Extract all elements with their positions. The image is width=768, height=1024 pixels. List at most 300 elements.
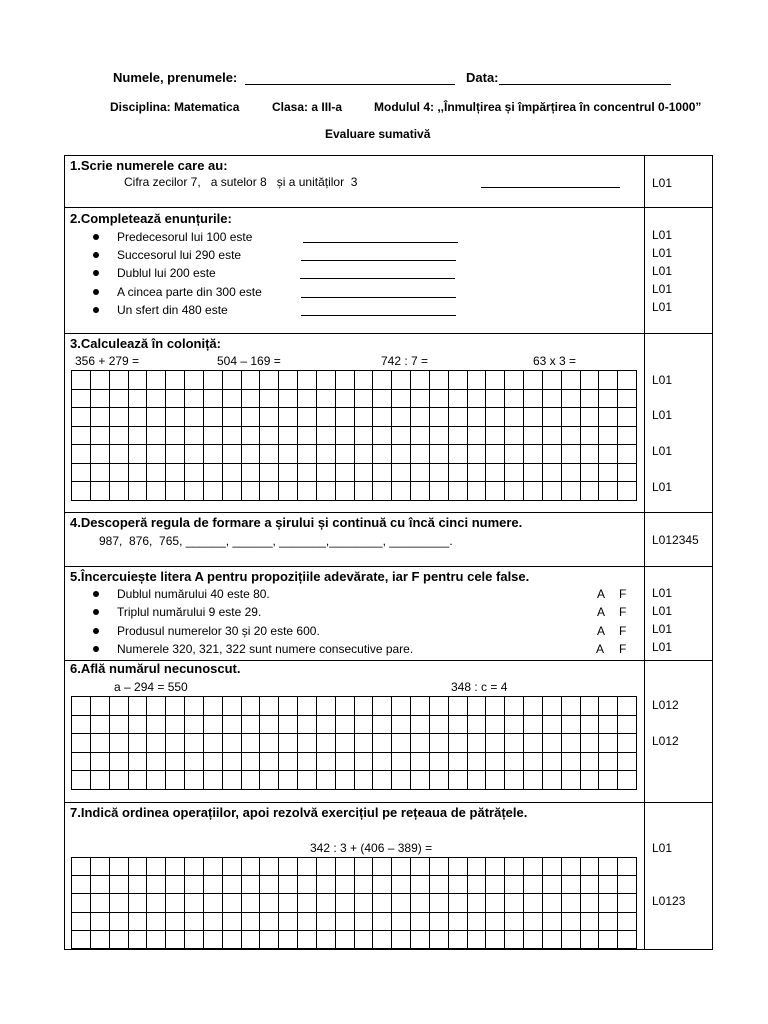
grid-cell[interactable]	[129, 716, 148, 735]
grid-cell[interactable]	[260, 894, 279, 912]
grid-cell[interactable]	[449, 913, 468, 931]
grid-cell[interactable]	[599, 753, 618, 772]
grid-cell[interactable]	[543, 734, 562, 753]
grid-cell[interactable]	[260, 913, 279, 931]
grid-cell[interactable]	[242, 858, 261, 876]
grid-cell[interactable]	[581, 771, 600, 790]
grid-cell[interactable]	[185, 894, 204, 912]
grid-cell[interactable]	[599, 771, 618, 790]
grid-cell[interactable]	[279, 697, 298, 716]
grid-cell[interactable]	[524, 734, 543, 753]
grid-cell[interactable]	[147, 894, 166, 912]
grid-cell[interactable]	[129, 894, 148, 912]
grid-cell[interactable]	[355, 408, 374, 427]
q6-answer-grid[interactable]	[71, 696, 637, 790]
grid-cell[interactable]	[336, 771, 355, 790]
grid-cell[interactable]	[185, 876, 204, 894]
grid-cell[interactable]	[599, 464, 618, 483]
grid-cell[interactable]	[298, 876, 317, 894]
grid-cell[interactable]	[486, 445, 505, 464]
grid-cell[interactable]	[166, 697, 185, 716]
grid-cell[interactable]	[223, 858, 242, 876]
grid-cell[interactable]	[91, 771, 110, 790]
grid-cell[interactable]	[279, 427, 298, 446]
grid-cell[interactable]	[449, 876, 468, 894]
grid-cell[interactable]	[185, 445, 204, 464]
grid-cell[interactable]	[618, 931, 637, 949]
grid-cell[interactable]	[430, 427, 449, 446]
grid-cell[interactable]	[355, 894, 374, 912]
grid-cell[interactable]	[543, 482, 562, 501]
grid-cell[interactable]	[355, 697, 374, 716]
grid-cell[interactable]	[317, 913, 336, 931]
grid-cell[interactable]	[505, 894, 524, 912]
grid-cell[interactable]	[298, 894, 317, 912]
grid-cell[interactable]	[373, 894, 392, 912]
grid-cell[interactable]	[562, 427, 581, 446]
grid-cell[interactable]	[147, 427, 166, 446]
grid-cell[interactable]	[185, 464, 204, 483]
grid-cell[interactable]	[543, 371, 562, 390]
grid-cell[interactable]	[129, 445, 148, 464]
grid-cell[interactable]	[486, 697, 505, 716]
grid-cell[interactable]	[242, 482, 261, 501]
grid-cell[interactable]	[204, 390, 223, 409]
grid-cell[interactable]	[449, 427, 468, 446]
grid-cell[interactable]	[524, 445, 543, 464]
grid-cell[interactable]	[223, 697, 242, 716]
grid-cell[interactable]	[279, 931, 298, 949]
grid-cell[interactable]	[392, 753, 411, 772]
grid-cell[interactable]	[599, 913, 618, 931]
grid-cell[interactable]	[317, 734, 336, 753]
grid-cell[interactable]	[147, 876, 166, 894]
grid-cell[interactable]	[129, 464, 148, 483]
grid-cell[interactable]	[411, 753, 430, 772]
grid-cell[interactable]	[91, 697, 110, 716]
grid-cell[interactable]	[260, 482, 279, 501]
grid-cell[interactable]	[524, 482, 543, 501]
grid-cell[interactable]	[147, 390, 166, 409]
grid-cell[interactable]	[430, 464, 449, 483]
grid-cell[interactable]	[543, 894, 562, 912]
grid-cell[interactable]	[110, 894, 129, 912]
grid-cell[interactable]	[110, 464, 129, 483]
grid-cell[interactable]	[373, 858, 392, 876]
grid-cell[interactable]	[110, 771, 129, 790]
grid-cell[interactable]	[204, 876, 223, 894]
grid-cell[interactable]	[223, 753, 242, 772]
grid-cell[interactable]	[468, 427, 487, 446]
grid-cell[interactable]	[185, 734, 204, 753]
grid-cell[interactable]	[505, 716, 524, 735]
grid-cell[interactable]	[110, 734, 129, 753]
grid-cell[interactable]	[147, 697, 166, 716]
grid-cell[interactable]	[147, 858, 166, 876]
grid-cell[interactable]	[242, 408, 261, 427]
grid-cell[interactable]	[505, 427, 524, 446]
grid-cell[interactable]	[336, 427, 355, 446]
grid-cell[interactable]	[185, 771, 204, 790]
grid-cell[interactable]	[411, 894, 430, 912]
grid-cell[interactable]	[505, 913, 524, 931]
grid-cell[interactable]	[185, 716, 204, 735]
grid-cell[interactable]	[204, 771, 223, 790]
q3-answer-grid[interactable]	[71, 370, 637, 501]
grid-cell[interactable]	[449, 716, 468, 735]
grid-cell[interactable]	[599, 734, 618, 753]
grid-cell[interactable]	[110, 697, 129, 716]
grid-cell[interactable]	[392, 408, 411, 427]
q7-answer-grid[interactable]	[71, 857, 637, 949]
grid-cell[interactable]	[373, 427, 392, 446]
grid-cell[interactable]	[279, 716, 298, 735]
grid-cell[interactable]	[373, 697, 392, 716]
grid-cell[interactable]	[317, 445, 336, 464]
grid-cell[interactable]	[581, 858, 600, 876]
grid-cell[interactable]	[392, 771, 411, 790]
grid-cell[interactable]	[242, 931, 261, 949]
grid-cell[interactable]	[430, 771, 449, 790]
grid-cell[interactable]	[72, 771, 91, 790]
grid-cell[interactable]	[599, 716, 618, 735]
grid-cell[interactable]	[298, 427, 317, 446]
grid-cell[interactable]	[147, 771, 166, 790]
grid-cell[interactable]	[430, 445, 449, 464]
grid-cell[interactable]	[185, 427, 204, 446]
grid-cell[interactable]	[242, 753, 261, 772]
grid-cell[interactable]	[618, 716, 637, 735]
grid-cell[interactable]	[223, 464, 242, 483]
grid-cell[interactable]	[260, 371, 279, 390]
grid-cell[interactable]	[147, 408, 166, 427]
grid-cell[interactable]	[298, 858, 317, 876]
grid-cell[interactable]	[468, 697, 487, 716]
grid-cell[interactable]	[543, 913, 562, 931]
grid-cell[interactable]	[505, 371, 524, 390]
grid-cell[interactable]	[524, 894, 543, 912]
grid-cell[interactable]	[486, 371, 505, 390]
grid-cell[interactable]	[618, 464, 637, 483]
grid-cell[interactable]	[562, 482, 581, 501]
grid-cell[interactable]	[599, 408, 618, 427]
grid-cell[interactable]	[505, 697, 524, 716]
grid-cell[interactable]	[166, 371, 185, 390]
grid-cell[interactable]	[72, 734, 91, 753]
answer-a-option[interactable]: A	[597, 605, 606, 619]
grid-cell[interactable]	[317, 371, 336, 390]
grid-cell[interactable]	[204, 445, 223, 464]
grid-cell[interactable]	[260, 753, 279, 772]
grid-cell[interactable]	[562, 464, 581, 483]
grid-cell[interactable]	[599, 445, 618, 464]
grid-cell[interactable]	[392, 371, 411, 390]
grid-cell[interactable]	[430, 858, 449, 876]
grid-cell[interactable]	[392, 482, 411, 501]
grid-cell[interactable]	[279, 390, 298, 409]
grid-cell[interactable]	[581, 734, 600, 753]
grid-cell[interactable]	[166, 716, 185, 735]
grid-cell[interactable]	[204, 716, 223, 735]
grid-cell[interactable]	[129, 858, 148, 876]
grid-cell[interactable]	[279, 734, 298, 753]
grid-cell[interactable]	[411, 482, 430, 501]
grid-cell[interactable]	[373, 716, 392, 735]
grid-cell[interactable]	[373, 464, 392, 483]
grid-cell[interactable]	[260, 931, 279, 949]
grid-cell[interactable]	[505, 464, 524, 483]
grid-cell[interactable]	[486, 464, 505, 483]
grid-cell[interactable]	[298, 716, 317, 735]
grid-cell[interactable]	[129, 753, 148, 772]
grid-cell[interactable]	[355, 427, 374, 446]
grid-cell[interactable]	[581, 697, 600, 716]
grid-cell[interactable]	[449, 445, 468, 464]
grid-cell[interactable]	[166, 858, 185, 876]
grid-cell[interactable]	[505, 858, 524, 876]
grid-cell[interactable]	[166, 482, 185, 501]
grid-cell[interactable]	[298, 408, 317, 427]
grid-cell[interactable]	[599, 427, 618, 446]
grid-cell[interactable]	[72, 371, 91, 390]
grid-cell[interactable]	[355, 858, 374, 876]
grid-cell[interactable]	[543, 427, 562, 446]
grid-cell[interactable]	[430, 753, 449, 772]
grid-cell[interactable]	[166, 771, 185, 790]
grid-cell[interactable]	[336, 753, 355, 772]
grid-cell[interactable]	[468, 445, 487, 464]
grid-cell[interactable]	[223, 894, 242, 912]
grid-cell[interactable]	[468, 716, 487, 735]
grid-cell[interactable]	[581, 931, 600, 949]
grid-cell[interactable]	[505, 931, 524, 949]
grid-cell[interactable]	[317, 427, 336, 446]
grid-cell[interactable]	[336, 390, 355, 409]
grid-cell[interactable]	[373, 876, 392, 894]
grid-cell[interactable]	[223, 390, 242, 409]
name-input-line[interactable]	[245, 84, 455, 85]
grid-cell[interactable]	[581, 876, 600, 894]
grid-cell[interactable]	[486, 858, 505, 876]
grid-cell[interactable]	[505, 876, 524, 894]
grid-cell[interactable]	[562, 716, 581, 735]
grid-cell[interactable]	[486, 771, 505, 790]
grid-cell[interactable]	[543, 931, 562, 949]
grid-cell[interactable]	[129, 734, 148, 753]
grid-cell[interactable]	[392, 876, 411, 894]
grid-cell[interactable]	[110, 876, 129, 894]
grid-cell[interactable]	[373, 771, 392, 790]
grid-cell[interactable]	[317, 482, 336, 501]
grid-cell[interactable]	[91, 734, 110, 753]
grid-cell[interactable]	[298, 464, 317, 483]
grid-cell[interactable]	[468, 913, 487, 931]
grid-cell[interactable]	[298, 445, 317, 464]
grid-cell[interactable]	[618, 894, 637, 912]
grid-cell[interactable]	[242, 697, 261, 716]
grid-cell[interactable]	[298, 371, 317, 390]
grid-cell[interactable]	[562, 445, 581, 464]
grid-cell[interactable]	[336, 931, 355, 949]
grid-cell[interactable]	[72, 697, 91, 716]
grid-cell[interactable]	[336, 371, 355, 390]
grid-cell[interactable]	[260, 716, 279, 735]
grid-cell[interactable]	[185, 390, 204, 409]
grid-cell[interactable]	[449, 753, 468, 772]
q2-answer-line[interactable]	[301, 260, 456, 261]
grid-cell[interactable]	[260, 445, 279, 464]
grid-cell[interactable]	[543, 697, 562, 716]
grid-cell[interactable]	[336, 734, 355, 753]
grid-cell[interactable]	[430, 408, 449, 427]
answer-a-option[interactable]: A	[597, 587, 606, 601]
grid-cell[interactable]	[242, 464, 261, 483]
grid-cell[interactable]	[129, 771, 148, 790]
grid-cell[interactable]	[166, 408, 185, 427]
grid-cell[interactable]	[468, 894, 487, 912]
grid-cell[interactable]	[242, 876, 261, 894]
grid-cell[interactable]	[91, 894, 110, 912]
grid-cell[interactable]	[505, 445, 524, 464]
q4-sequence[interactable]: 987, 876, 765, ______, ______, _______,________, _________.	[99, 534, 453, 548]
grid-cell[interactable]	[91, 931, 110, 949]
grid-cell[interactable]	[279, 894, 298, 912]
grid-cell[interactable]	[392, 913, 411, 931]
grid-cell[interactable]	[581, 390, 600, 409]
grid-cell[interactable]	[543, 858, 562, 876]
grid-cell[interactable]	[468, 408, 487, 427]
grid-cell[interactable]	[618, 408, 637, 427]
grid-cell[interactable]	[468, 753, 487, 772]
grid-cell[interactable]	[279, 445, 298, 464]
grid-cell[interactable]	[260, 697, 279, 716]
grid-cell[interactable]	[468, 858, 487, 876]
grid-cell[interactable]	[355, 931, 374, 949]
grid-cell[interactable]	[355, 445, 374, 464]
grid-cell[interactable]	[72, 427, 91, 446]
grid-cell[interactable]	[599, 931, 618, 949]
grid-cell[interactable]	[430, 371, 449, 390]
grid-cell[interactable]	[279, 408, 298, 427]
grid-cell[interactable]	[392, 858, 411, 876]
grid-cell[interactable]	[355, 771, 374, 790]
grid-cell[interactable]	[129, 697, 148, 716]
grid-cell[interactable]	[599, 697, 618, 716]
grid-cell[interactable]	[147, 716, 166, 735]
grid-cell[interactable]	[260, 771, 279, 790]
grid-cell[interactable]	[524, 753, 543, 772]
grid-cell[interactable]	[110, 445, 129, 464]
grid-cell[interactable]	[373, 931, 392, 949]
grid-cell[interactable]	[524, 427, 543, 446]
grid-cell[interactable]	[355, 734, 374, 753]
grid-cell[interactable]	[618, 445, 637, 464]
grid-cell[interactable]	[618, 913, 637, 931]
grid-cell[interactable]	[129, 931, 148, 949]
grid-cell[interactable]	[411, 858, 430, 876]
grid-cell[interactable]	[524, 464, 543, 483]
grid-cell[interactable]	[599, 876, 618, 894]
grid-cell[interactable]	[524, 716, 543, 735]
grid-cell[interactable]	[279, 482, 298, 501]
grid-cell[interactable]	[505, 753, 524, 772]
grid-cell[interactable]	[298, 753, 317, 772]
grid-cell[interactable]	[468, 771, 487, 790]
grid-cell[interactable]	[242, 427, 261, 446]
grid-cell[interactable]	[317, 408, 336, 427]
grid-cell[interactable]	[562, 771, 581, 790]
grid-cell[interactable]	[562, 408, 581, 427]
grid-cell[interactable]	[298, 390, 317, 409]
grid-cell[interactable]	[411, 734, 430, 753]
grid-cell[interactable]	[524, 390, 543, 409]
grid-cell[interactable]	[185, 482, 204, 501]
grid-cell[interactable]	[355, 753, 374, 772]
grid-cell[interactable]	[336, 716, 355, 735]
grid-cell[interactable]	[373, 482, 392, 501]
grid-cell[interactable]	[543, 390, 562, 409]
grid-cell[interactable]	[336, 464, 355, 483]
grid-cell[interactable]	[223, 427, 242, 446]
grid-cell[interactable]	[242, 894, 261, 912]
answer-f-option[interactable]: F	[619, 642, 627, 656]
grid-cell[interactable]	[618, 876, 637, 894]
grid-cell[interactable]	[355, 913, 374, 931]
grid-cell[interactable]	[468, 734, 487, 753]
grid-cell[interactable]	[91, 482, 110, 501]
grid-cell[interactable]	[147, 464, 166, 483]
grid-cell[interactable]	[411, 408, 430, 427]
grid-cell[interactable]	[411, 913, 430, 931]
grid-cell[interactable]	[618, 858, 637, 876]
grid-cell[interactable]	[260, 876, 279, 894]
grid-cell[interactable]	[373, 734, 392, 753]
grid-cell[interactable]	[91, 464, 110, 483]
grid-cell[interactable]	[355, 482, 374, 501]
grid-cell[interactable]	[110, 371, 129, 390]
grid-cell[interactable]	[373, 445, 392, 464]
grid-cell[interactable]	[260, 427, 279, 446]
grid-cell[interactable]	[373, 390, 392, 409]
grid-cell[interactable]	[430, 734, 449, 753]
grid-cell[interactable]	[562, 734, 581, 753]
grid-cell[interactable]	[91, 753, 110, 772]
grid-cell[interactable]	[72, 408, 91, 427]
grid-cell[interactable]	[599, 858, 618, 876]
grid-cell[interactable]	[618, 371, 637, 390]
answer-a-option[interactable]: A	[596, 642, 605, 656]
grid-cell[interactable]	[581, 716, 600, 735]
grid-cell[interactable]	[72, 716, 91, 735]
grid-cell[interactable]	[449, 734, 468, 753]
grid-cell[interactable]	[505, 482, 524, 501]
grid-cell[interactable]	[599, 894, 618, 912]
grid-cell[interactable]	[279, 876, 298, 894]
grid-cell[interactable]	[129, 371, 148, 390]
grid-cell[interactable]	[618, 482, 637, 501]
grid-cell[interactable]	[260, 408, 279, 427]
grid-cell[interactable]	[355, 876, 374, 894]
grid-cell[interactable]	[411, 390, 430, 409]
grid-cell[interactable]	[411, 771, 430, 790]
grid-cell[interactable]	[147, 445, 166, 464]
grid-cell[interactable]	[185, 858, 204, 876]
grid-cell[interactable]	[336, 482, 355, 501]
grid-cell[interactable]	[449, 390, 468, 409]
grid-cell[interactable]	[166, 445, 185, 464]
grid-cell[interactable]	[166, 427, 185, 446]
grid-cell[interactable]	[185, 931, 204, 949]
